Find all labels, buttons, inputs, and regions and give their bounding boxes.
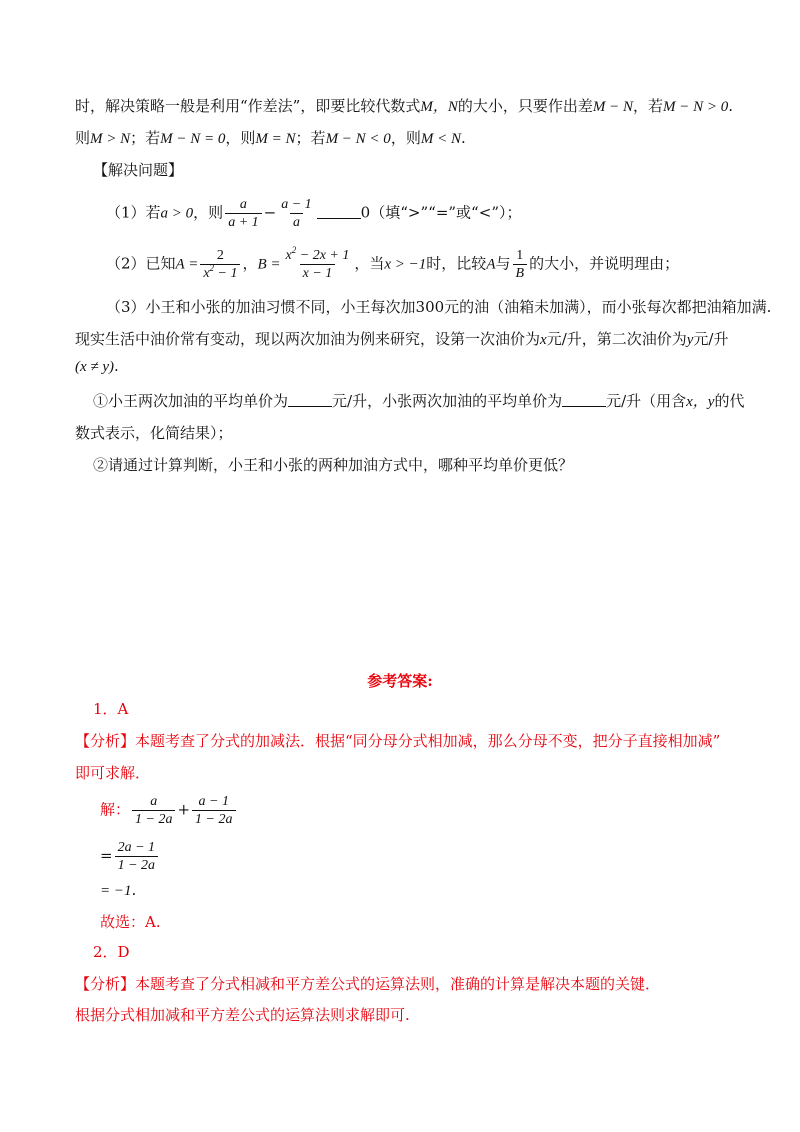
answer-1-analysis-1: 【分析】本题考查了分式的加减法．根据“同分母分式相加减，那么分母不变，把分子直接相加减” [75,732,721,750]
fraction-a-minus-1-over-a: $\frac{a - 1}{a}$ [281,197,312,230]
q3-text: 现实生活中油价常有变动，现以两次加油为例来研究，设第一次油价为 [75,330,541,348]
math-y: y [686,332,694,348]
math-x-neq-y: (x ≠ y) [75,359,115,375]
q2-text: 的大小，并说明理由； [529,254,680,273]
question-3-line-3 [75,356,119,377]
math-m-minus-n: M − N [592,99,633,115]
math-m-gt-n: M > N [90,131,131,147]
intro-text: ，则 [225,129,256,147]
fraction-b: $\frac{x^2 - 2x + 1}{x - 1}$ [285,245,350,281]
q3-text: 元/升 [693,330,729,348]
fraction-a: $\frac{2}{x^2 - 1}$ [200,247,240,282]
answer-2-analysis-2: 根据分式相加减和平方差公式的运算法则求解即可. [75,1006,410,1024]
fraction-a-over-a-plus-1: $\frac{a}{a + 1}$ [225,196,261,231]
option-gt: > [407,203,421,222]
question-3-sub-1 [93,391,744,412]
math-m-minus-n-eq-0: M − N = 0 [160,131,226,147]
math-mn: M，N [420,99,458,115]
math-m-lt-n: M < N [420,131,461,147]
intro-text: ，若 [633,97,664,115]
q1-text: ”或“ [448,203,479,222]
q1-text: ，则 [193,203,224,222]
solution-label: 解： [100,800,131,819]
intro-text: ；若 [295,129,326,147]
question-3-sub-2: ②请通过计算判断，小王和小张的两种加油方式中，哪种平均单价更低？ [93,456,574,474]
question-2 [106,247,679,282]
math-punct: . [728,97,734,115]
math-x-y: x，y [686,394,715,410]
intro-text: 则 [75,129,91,147]
math-eq: = [100,846,113,865]
q3-text: 的代 [714,392,745,410]
intro-line-2 [75,128,466,149]
answer-blank [317,206,361,219]
q1-text: ”）； [491,203,522,222]
intro-text: 时，解决策略一般是利用“作差法”，即要比较代数式 [75,97,421,115]
math-a-gt-0: a > 0 [160,205,194,222]
intro-text: ，则 [390,129,421,147]
q3-text: ①小王两次加油的平均单价为 [93,392,289,410]
math-punct: . [131,881,137,899]
solution-step-1 [100,793,238,828]
math-b-eq: B = [257,256,281,273]
q3-text: 元/升，小张两次加油的平均单价为 [332,392,563,410]
math-a: A [486,256,496,273]
q2-text: ，当 [354,254,385,273]
fraction-one-over-b: $\frac{1}{B}$ [513,247,528,282]
intro-text: . [460,129,466,147]
answer-blank [288,394,332,407]
section-heading: 【解决问题】 [93,161,184,179]
fraction-s2: $\frac{2a - 1}{1 - 2a}$ [115,839,158,874]
math-minus: − [263,203,277,222]
answer-1-choose: 故选：A. [100,913,161,931]
q3-text: . [114,357,119,375]
answer-1-head: 1．A [93,700,129,718]
intro-text: 的大小，只要作出差 [457,97,593,115]
option-eq: = [435,203,449,222]
q3-text: 元/升（用含 [606,392,687,410]
q2-label: （2）已知 [106,254,176,273]
math-m-eq-n: M = N [255,131,296,147]
intro-line-1 [75,96,733,117]
q1-label: （1）若 [106,203,161,222]
math-x: x [540,332,547,348]
answer-2-head: 2．D [93,943,130,961]
question-3-line-1: （3）小王和小张的加油习惯不同，小王每次加300元的油（油箱未加满），而小张每次都把油箱加满. [106,298,772,316]
intro-text: ；若 [130,129,161,147]
math-m-minus-n-lt-0: M − N < 0 [325,131,391,147]
fraction-s1-a: $\frac{a}{1 - 2a}$ [132,793,175,828]
answers-title: 参考答案: [367,672,433,690]
answer-2-analysis-1: 【分析】本题考查了分式相减和平方差公式的运算法则，准确的计算是解决本题的关键． [75,975,661,993]
math-result: = −1 [100,883,132,899]
q2-text: ， [242,254,258,273]
fraction-s1-b: $\frac{a - 1}{1 - 2a}$ [192,793,235,828]
solution-step-2 [100,839,160,874]
math-m-minus-n-gt-0: M − N > 0 [663,99,729,115]
q2-text: 与 [495,254,511,273]
option-lt: < [478,203,492,222]
q1-text: 0（填“ [360,203,408,222]
question-3-line-2 [75,329,728,350]
q1-text: ”“ [420,203,436,222]
solution-step-3 [100,880,136,901]
answer-blank [562,394,606,407]
math-plus: + [177,800,191,819]
math-a-eq: A = [175,256,199,273]
math-x-gt-minus-1: x > −1 [384,256,427,273]
question-3-sub-1-cont: 数式表示，化简结果）； [75,424,233,442]
answer-1-analysis-2: 即可求解． [75,764,151,782]
question-1 [106,196,521,231]
q2-text: 时，比较 [426,254,487,273]
q3-text: 元/升，第二次油价为 [546,330,687,348]
